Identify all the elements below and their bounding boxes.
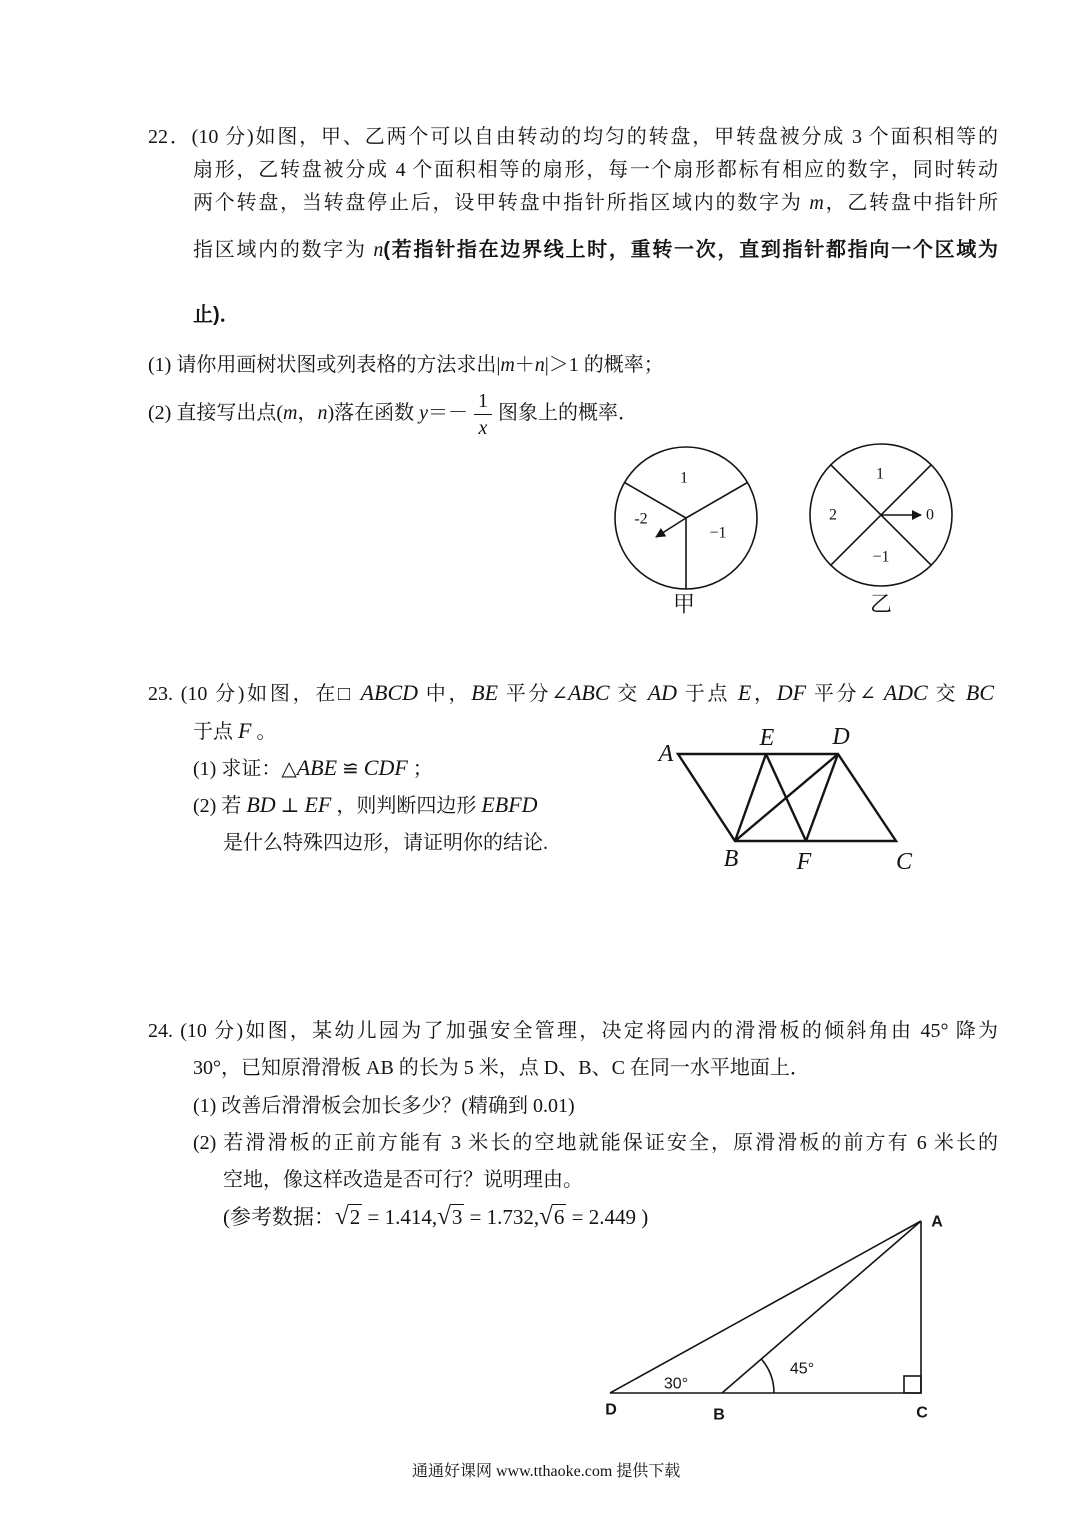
math-term: E: [737, 680, 752, 705]
parallelogram-symbol: □: [338, 683, 361, 705]
math-term: AD: [647, 680, 678, 705]
radical-sign: √: [539, 1203, 553, 1230]
text-segment: (2) 直接写出点(: [148, 402, 283, 425]
text-segment: ≌: [337, 758, 364, 780]
text-segment: 交: [609, 683, 648, 705]
math-term: ADC: [883, 680, 928, 705]
vertex-label-b: B: [723, 846, 739, 872]
problem-22-line-3: [193, 188, 998, 218]
vertex-label-c: C: [916, 1404, 928, 1422]
text-segment: ): [635, 1205, 649, 1229]
sector-label: 0: [926, 506, 934, 524]
sqrt-6: [539, 1202, 566, 1232]
variable-m: m: [282, 402, 298, 425]
spinner-yi-caption: 乙: [869, 591, 893, 617]
radicand: 3: [451, 1205, 463, 1229]
radical-sign: √: [335, 1203, 349, 1230]
radicand: 6: [553, 1205, 565, 1229]
text-segment: 。: [251, 721, 277, 743]
text-segment: |＞1 的概率；: [544, 354, 664, 376]
page-footer: 通通好课网 www.tthaoke.com 提供下载: [412, 1463, 681, 1480]
spinner-jia-caption: 甲: [672, 591, 696, 617]
problem-24-question-2-cont: 空地，像这样改造是否可行？说明理由。: [223, 1169, 583, 1191]
text-segment: (参考数据：: [223, 1205, 335, 1229]
vertex-label-b: B: [713, 1406, 725, 1424]
problem-22-question-2: [148, 391, 638, 438]
text-segment: ，则判断四边形: [331, 795, 482, 817]
math-term: EF: [304, 792, 332, 817]
variable-y: y: [419, 402, 428, 425]
angle-arc-b: [761, 1359, 774, 1393]
text-segment: ，乙转盘中指针所: [823, 192, 999, 214]
sector-label: −1: [709, 524, 727, 542]
sector-label: −1: [872, 548, 890, 566]
problem-23-question-2-cont: 是什么特殊四边形，请证明你的结论.: [223, 832, 548, 854]
math-term: BE: [471, 680, 499, 705]
vertex-label-f: F: [796, 849, 812, 875]
vertex-label-a: A: [658, 741, 674, 767]
sqrt-3: [437, 1202, 464, 1232]
angle-label-d: 30°: [663, 1375, 689, 1393]
math-term: EBFD: [481, 792, 538, 817]
vertex-label-e: E: [759, 725, 775, 751]
text-segment: (1) 求证：△: [193, 758, 297, 780]
angle-label-b: 45°: [789, 1360, 815, 1378]
problem-23-question-1: [193, 753, 433, 784]
vertex-label-a: A: [931, 1213, 943, 1231]
variable-m: m: [809, 192, 824, 214]
vertex-label-d: D: [605, 1401, 617, 1419]
math-term: ABCD: [360, 680, 419, 705]
problem-22-line-2: 扇形，乙转盘被分成 4 个面积相等的扇形，每一个扇形都标有相应的数字，同时转动: [193, 159, 998, 181]
fraction-denominator: x: [478, 417, 488, 439]
vertex-label-d: D: [832, 724, 850, 750]
text-segment: 交: [927, 683, 966, 705]
text-segment: 两个转盘，当转盘停止后，设甲转盘中指针所指区域内的数字为: [193, 192, 810, 214]
math-term: CDF: [363, 755, 408, 780]
spinner-figure: [600, 440, 970, 620]
variable-n: n: [317, 402, 328, 425]
text-segment: (1) 请你用画树状图或列表格的方法求出|: [148, 354, 501, 376]
text-segment: 于点: [677, 683, 738, 705]
problem-24-question-2: (2) 若滑滑板的正前方能有 3 米长的空地就能保证安全，原滑滑板的前方有 6 米长的: [193, 1132, 998, 1154]
math-term: F: [238, 718, 252, 743]
sector-divider: [686, 483, 748, 519]
text-segment: 23. (10 分)如图，在: [148, 683, 339, 705]
problem-22-line-5: [193, 300, 240, 330]
problem-22-line-1: 22．(10 分)如图，甲、乙两个可以自由转动的均匀的转盘，甲转盘被分成 3 个面积相等的: [148, 126, 998, 148]
math-term: DF: [776, 680, 807, 705]
sqrt-2: [335, 1202, 362, 1232]
text-segment: 中，: [418, 683, 472, 705]
problem-24-line-2: 30°，已知原滑滑板 AB 的长为 5 米，点 D、B、C 在同一水平地面上．: [193, 1057, 810, 1079]
text-segment: ，: [297, 402, 318, 425]
math-term: ABE: [296, 755, 338, 780]
text-segment: 平分∠: [498, 683, 568, 705]
text-segment: 图象上的概率．: [498, 402, 638, 425]
radical-sign: √: [437, 1203, 451, 1230]
sector-label: 1: [876, 465, 884, 483]
slide-figure: [595, 1205, 955, 1430]
text-segment: ⊥: [275, 795, 305, 817]
text-segment: ＋: [514, 354, 535, 376]
text-segment: ＝－: [428, 402, 468, 425]
text-segment: 止)．: [193, 304, 240, 326]
radicand: 2: [349, 1205, 361, 1229]
problem-22-question-1: [148, 350, 664, 380]
problem-24-line-1: 24. (10 分)如图，某幼儿园为了加强安全管理，决定将园内的滑滑板的倾斜角由 45° 降为: [148, 1020, 998, 1042]
text-segment: (若指针指在边界线上时，重转一次，直到指针都指向一个区域为: [383, 239, 998, 261]
variable-n: n: [534, 354, 545, 376]
spinner-jia-pointer: [656, 518, 686, 537]
sector-label: 2: [829, 506, 837, 524]
vertex-label-c: C: [895, 849, 913, 875]
problem-23-line-2: [193, 716, 276, 747]
old-slide-ab: [722, 1221, 921, 1393]
parallelogram-figure: [650, 720, 920, 885]
problem-23-question-2: [193, 790, 538, 821]
math-term: BC: [965, 680, 995, 705]
math-term: BD: [246, 792, 276, 817]
spinner-yi: [810, 444, 952, 617]
variable-m: m: [500, 354, 515, 376]
sector-label: -2: [634, 510, 648, 528]
text-segment: = 1.414,: [362, 1205, 438, 1229]
problem-23-line-1: [148, 678, 994, 709]
reference-data: [223, 1202, 648, 1232]
text-segment: (2) 若: [193, 795, 247, 817]
math-term: ABC: [567, 680, 610, 705]
right-angle-mark: [904, 1376, 921, 1393]
problem-24-question-1: (1) 改善后滑滑板会加长多少？(精确到 0.01): [193, 1095, 575, 1117]
text-segment: )落在函数: [327, 402, 420, 425]
text-segment: = 1.732,: [464, 1205, 540, 1229]
text-segment: 平分∠: [806, 683, 884, 705]
text-segment: ；: [407, 758, 433, 780]
text-segment: = 2.449: [566, 1205, 636, 1229]
text-segment: 指区域内的数字为: [193, 239, 374, 261]
fraction-one-over-x: [474, 391, 492, 438]
variable-n: n: [373, 239, 384, 261]
text-segment: 于点: [193, 721, 238, 743]
problem-22-line-4: [193, 235, 998, 265]
spinner-jia: [615, 447, 757, 617]
text-segment: ，: [751, 683, 777, 705]
fraction-numerator: 1: [474, 391, 492, 415]
sector-label: 1: [680, 469, 688, 487]
new-slide-ad: [610, 1221, 921, 1393]
